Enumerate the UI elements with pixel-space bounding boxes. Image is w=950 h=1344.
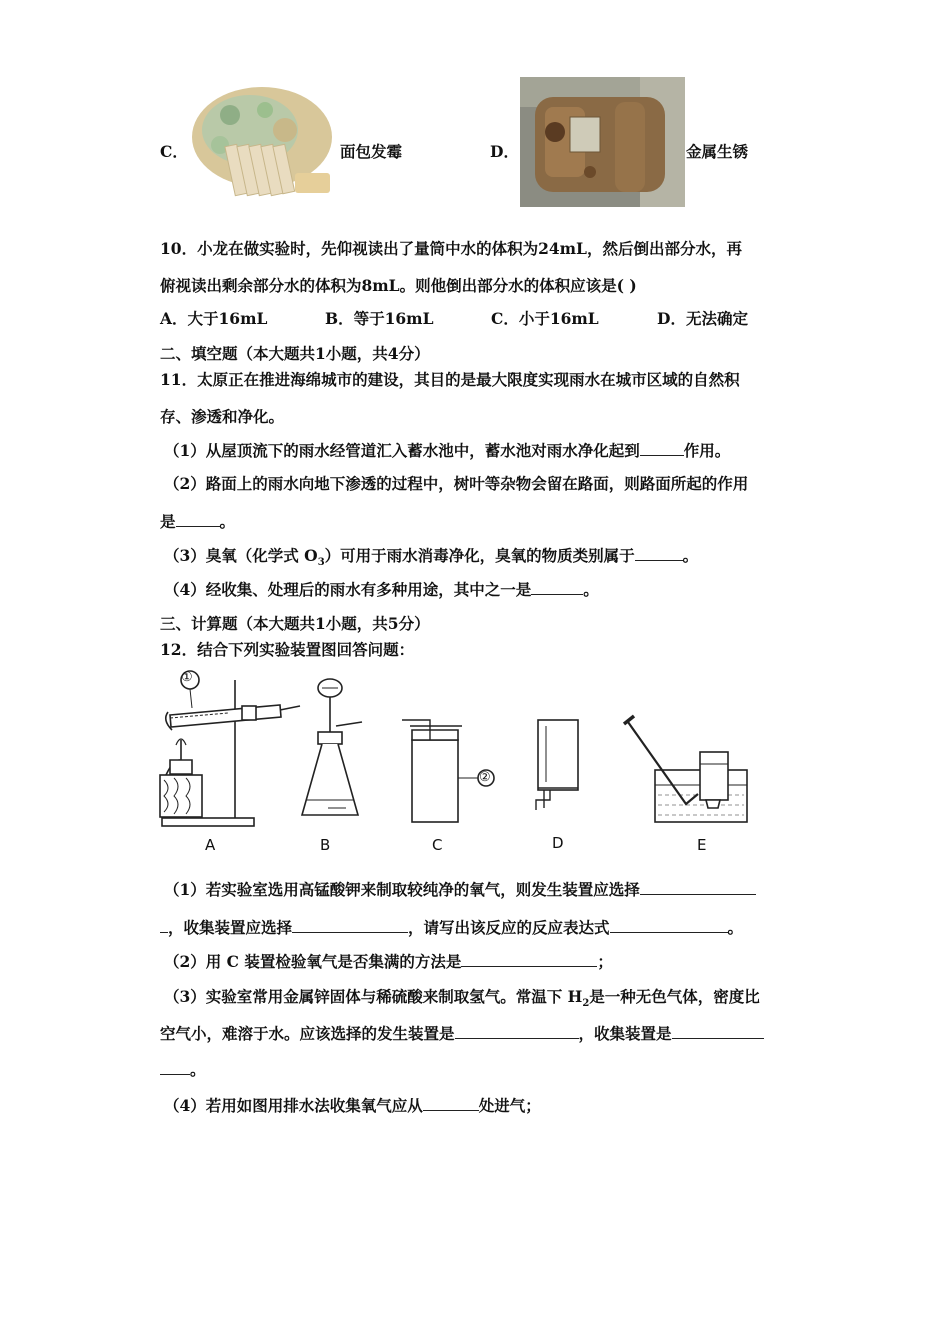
option-c-caption: 面包发霉: [340, 142, 403, 161]
q12-part1-blank1[interactable]: [640, 880, 756, 895]
q11-part1-blank[interactable]: [640, 441, 684, 456]
option-d-caption: 金属生锈: [686, 142, 749, 161]
callout-1: ①: [181, 670, 193, 685]
q11-part2-text: 是: [160, 512, 176, 531]
q12-part1-equation: ，请写出该反应的反应表达式: [408, 918, 610, 937]
q10-option-a: A．大于16mL: [160, 309, 268, 328]
q11-part3-mid: ）可用于雨水消毒净化，臭氧的物质类别属于: [324, 546, 635, 565]
q11-part4: [164, 578, 599, 600]
apparatus-label-e: E: [697, 836, 707, 854]
q12-part1-collect: ，收集装置应选择: [168, 918, 293, 937]
q12-part2-text: （2）用 C 装置检验氧气是否集满的方法是: [164, 952, 462, 971]
q12-part3-line2: [160, 1022, 764, 1044]
q10-option-b: B．等于16mL: [325, 309, 434, 328]
q11-part3-end: 。: [682, 546, 699, 565]
q12-part3-collect: ，收集装置是: [578, 1024, 672, 1043]
q12-part2: [164, 950, 613, 972]
q12-stem: 12．结合下列实验装置图回答问题：: [160, 640, 415, 659]
q12-part2-end: ；: [597, 952, 613, 971]
q12-part1-blank2[interactable]: [292, 918, 408, 933]
q11-part2-blank[interactable]: [176, 512, 220, 527]
q12-part1-blank3[interactable]: [610, 918, 728, 933]
apparatus-label-d: D: [552, 834, 564, 852]
apparatus-figure: [150, 660, 770, 840]
q12-part4-text: （4）若用如图用排水法收集氧气应从: [164, 1096, 423, 1115]
q12-part3-blank2[interactable]: [672, 1024, 764, 1039]
option-c-letter: C．: [160, 142, 188, 161]
q10-option-c: C．小于16mL: [491, 309, 599, 328]
moldy-bread-photo: [190, 85, 335, 200]
q11-line2: 存、渗透和净化。: [160, 407, 285, 426]
q12-part3-end: 。: [190, 1060, 206, 1079]
q12-part4-end: 处进气；: [478, 1096, 541, 1115]
q12-part1-end: 。: [727, 918, 744, 937]
q12-part2-blank[interactable]: [461, 952, 597, 967]
q11-part3-blank[interactable]: [635, 546, 683, 561]
callout-2: ②: [479, 770, 491, 785]
q11-part2-end: 。: [219, 512, 236, 531]
apparatus-d-drawing: [536, 720, 578, 810]
q12-part4-blank[interactable]: [423, 1096, 479, 1111]
q12-part3-line1: [164, 985, 760, 1009]
q11-part3-text: （3）臭氧（化学式 O: [164, 546, 318, 565]
q12-part3-text-b: 是一种无色气体，密度比: [589, 987, 760, 1006]
apparatus-label-c: C: [432, 836, 443, 854]
q11-part1-end: 作用。: [683, 441, 731, 460]
section3-heading: 三、计算题（本大题共1小题，共5分）: [160, 614, 430, 633]
q11-part4-blank[interactable]: [531, 580, 583, 595]
q10-line2: 俯视读出剩余部分水的体积为8mL。则他倒出部分水的体积应该是( ): [160, 276, 637, 295]
apparatus-label-a: A: [205, 836, 216, 854]
q11-part2-line2: [160, 510, 235, 532]
q10-line1: 10．小龙在做实验时，先仰视读出了量筒中水的体积为24mL，然后倒出部分水，再: [160, 239, 742, 258]
q12-part3-gen: 空气小，难溶于水。应该选择的发生装置是: [160, 1024, 455, 1043]
q12-part3-line3: [160, 1058, 206, 1080]
q11-part2-line1: （2）路面上的雨水向地下渗透的过程中，树叶等杂物会留在路面，则路面所起的作用: [164, 474, 749, 493]
apparatus-b-drawing: [302, 679, 362, 815]
q11-part4-end: 。: [583, 580, 599, 599]
apparatus-a-drawing: [160, 671, 300, 826]
q12-part3-sub: 2: [582, 998, 590, 1010]
section2-heading: 二、填空题（本大题共1小题，共4分）: [160, 344, 430, 363]
q11-part1: [164, 439, 730, 461]
rusty-metal-photo: [520, 77, 685, 207]
q12-part1-line1: [164, 878, 756, 900]
q11-part3-sub: 3: [317, 557, 325, 569]
q12-part3-blank2-cont[interactable]: [160, 1060, 190, 1075]
q12-part1-text: （1）若实验室选用高锰酸钾来制取较纯净的氧气，则发生装置应选择: [164, 880, 640, 899]
q12-part1-blank1-cont[interactable]: [160, 918, 168, 933]
q12-part1-line2: [160, 916, 743, 938]
option-d-letter: D．: [490, 142, 519, 161]
q10-option-d: D．无法确定: [657, 309, 748, 328]
q11-line1: 11．太原正在推进海绵城市的建设，其目的是最大限度实现雨水在城市区域的自然积: [160, 370, 740, 389]
q12-part4: [164, 1094, 541, 1116]
q11-part4-text: （4）经收集、处理后的雨水有多种用途，其中之一是: [164, 580, 532, 599]
q12-part3-text-a: （3）实验室常用金属锌固体与稀硫酸来制取氢气。常温下 H: [164, 987, 583, 1006]
q11-part3: [164, 544, 698, 568]
apparatus-label-b: B: [320, 836, 331, 854]
q12-part3-blank1[interactable]: [455, 1024, 579, 1039]
q11-part1-text: （1）从屋顶流下的雨水经管道汇入蓄水池中，蓄水池对雨水净化起到: [164, 441, 640, 460]
apparatus-e-drawing: [624, 716, 747, 822]
